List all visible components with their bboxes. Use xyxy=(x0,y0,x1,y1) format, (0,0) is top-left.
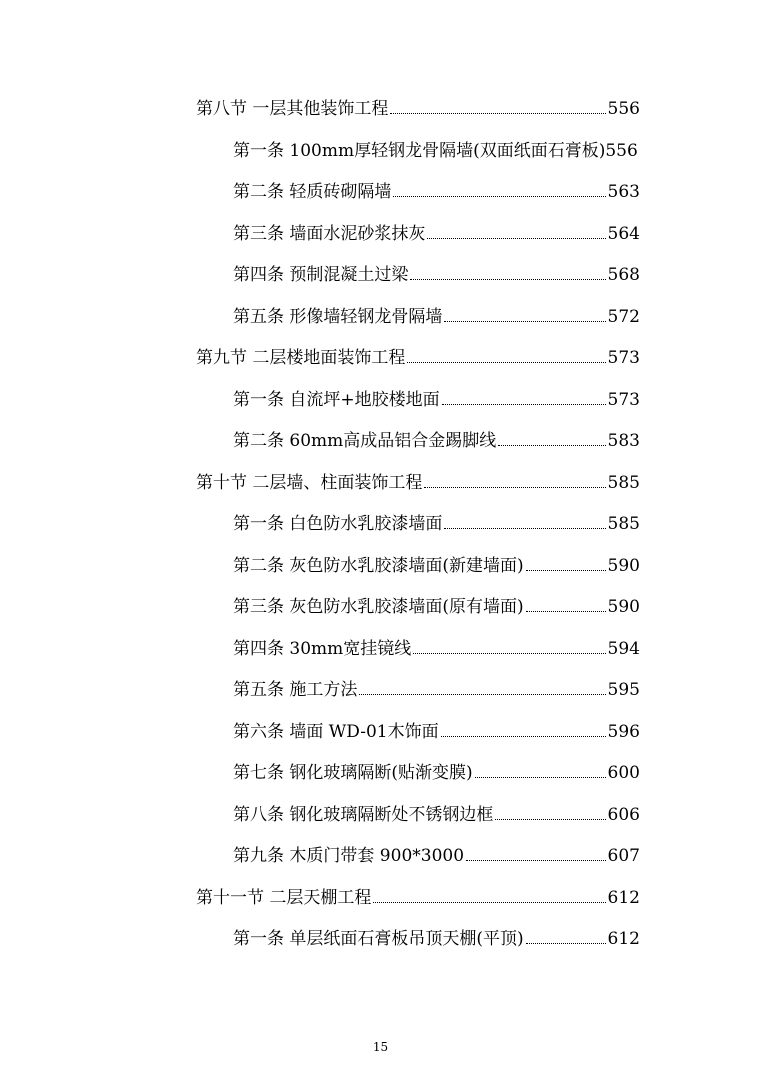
dot-leader xyxy=(444,528,605,529)
toc-entry-title: 第六条 墙面 WD-01木饰面 xyxy=(233,722,439,742)
page-number: 15 xyxy=(372,1040,389,1054)
dot-leader xyxy=(495,819,605,820)
toc-entry-page: 573 xyxy=(607,348,640,368)
toc-entry-title: 第八节 一层其他装饰工程 xyxy=(196,99,389,119)
toc-entry-page: 568 xyxy=(607,265,640,285)
toc-entry-title: 第五条 形像墙轻钢龙骨隔墙 xyxy=(233,307,443,327)
toc-entry-title: 第三条 灰色防水乳胶漆墙面(原有墙面) xyxy=(233,597,524,617)
toc-entry-title: 第一条 单层纸面石膏板吊顶天棚(平顶) xyxy=(233,929,524,949)
toc-entry-page: 583 xyxy=(607,431,640,451)
toc-entry-title: 第二条 60mm高成品铝合金踢脚线 xyxy=(233,431,497,451)
dot-leader xyxy=(424,487,605,488)
dot-leader xyxy=(407,362,605,363)
toc-entry-title: 第一条 自流坪+地胶楼地面 xyxy=(233,390,440,410)
dot-leader xyxy=(444,321,605,322)
toc-entry-title: 第五条 施工方法 xyxy=(233,680,358,700)
dot-leader xyxy=(526,943,606,944)
toc-entry-title: 第七条 钢化玻璃隔断(贴渐变膜) xyxy=(233,763,473,783)
dot-leader xyxy=(393,196,605,197)
dot-leader xyxy=(427,238,605,239)
dot-leader xyxy=(441,736,606,737)
toc-entry xyxy=(233,513,640,535)
toc-entry-page: 572 xyxy=(607,307,640,327)
dot-leader xyxy=(390,113,605,114)
toc-entry xyxy=(233,596,640,618)
toc-entry xyxy=(233,264,640,286)
toc-entry-page: 590 xyxy=(607,556,640,576)
dot-leader xyxy=(466,860,606,861)
toc-entry xyxy=(233,140,640,162)
toc-entry-page: 595 xyxy=(607,680,640,700)
toc-entry-page: 600 xyxy=(607,763,640,783)
toc-entry-title: 第十节 二层墙、柱面装饰工程 xyxy=(196,473,423,493)
toc-entry xyxy=(233,638,640,660)
toc-entry xyxy=(233,845,640,867)
toc-entry-page: 556 xyxy=(605,141,638,161)
toc-entry xyxy=(233,928,640,950)
toc-entry-page: 594 xyxy=(607,639,640,659)
dot-leader xyxy=(373,902,605,903)
toc-entry-title: 第一条 100mm厚轻钢龙骨隔墙(双面纸面石膏板) xyxy=(233,141,606,161)
toc-entry-title: 第九条 木质门带套 900*3000 xyxy=(233,846,465,866)
toc-entry xyxy=(233,223,640,245)
dot-leader xyxy=(442,404,606,405)
toc-entry-title: 第三条 墙面水泥砂浆抹灰 xyxy=(233,224,426,244)
toc-entry xyxy=(196,472,640,494)
toc-entry xyxy=(233,306,640,328)
dot-leader xyxy=(413,653,605,654)
dot-leader xyxy=(526,570,606,571)
toc-entry-page: 596 xyxy=(607,722,640,742)
dot-leader xyxy=(410,279,605,280)
toc-entry-page: 563 xyxy=(607,182,640,202)
toc-entry-title: 第十一节 二层天棚工程 xyxy=(196,888,372,908)
toc-entry-page: 564 xyxy=(607,224,640,244)
toc-entry-title: 第四条 预制混凝土过梁 xyxy=(233,265,409,285)
toc-entry-page: 573 xyxy=(607,390,640,410)
toc-entry xyxy=(196,347,640,369)
toc-entry xyxy=(233,555,640,577)
toc-entry-page: 590 xyxy=(607,597,640,617)
toc-entry-page: 606 xyxy=(607,805,640,825)
toc-entry-page: 607 xyxy=(607,846,640,866)
toc-entry xyxy=(233,389,640,411)
toc-entry-title: 第八条 钢化玻璃隔断处不锈钢边框 xyxy=(233,805,494,825)
toc-entry xyxy=(233,679,640,701)
toc-entry xyxy=(233,721,640,743)
toc-entry-page: 585 xyxy=(607,514,640,534)
dot-leader xyxy=(475,777,606,778)
toc-entry xyxy=(196,98,640,120)
toc-entry-title: 第一条 白色防水乳胶漆墙面 xyxy=(233,514,443,534)
dot-leader xyxy=(359,694,605,695)
toc-entry xyxy=(233,762,640,784)
toc-entry xyxy=(233,181,640,203)
toc-entry-title: 第九节 二层楼地面装饰工程 xyxy=(196,348,406,368)
toc-entry-title: 第二条 灰色防水乳胶漆墙面(新建墙面) xyxy=(233,556,524,576)
toc-entry xyxy=(233,430,640,452)
toc-entry xyxy=(233,804,640,826)
toc-entry xyxy=(196,887,640,909)
toc-entry-page: 612 xyxy=(607,929,640,949)
dot-leader xyxy=(526,611,606,612)
dot-leader xyxy=(498,445,605,446)
toc-entry-page: 585 xyxy=(607,473,640,493)
toc-entry-title: 第二条 轻质砖砌隔墙 xyxy=(233,182,392,202)
toc-entry-page: 556 xyxy=(607,99,640,119)
toc-entry-title: 第四条 30mm宽挂镜线 xyxy=(233,639,412,659)
toc-entry-page: 612 xyxy=(607,888,640,908)
